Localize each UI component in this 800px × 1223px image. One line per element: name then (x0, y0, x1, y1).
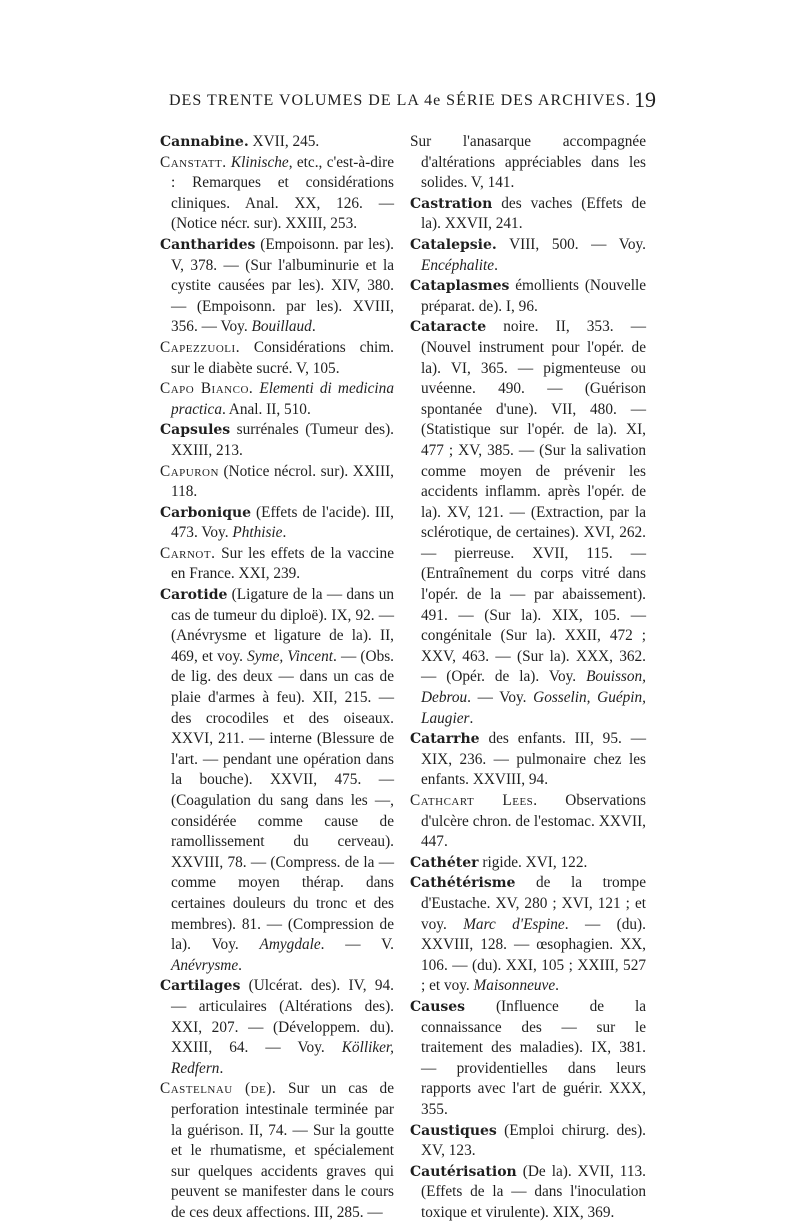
entry-headword: Capsules (160, 422, 231, 439)
index-entry (410, 317, 646, 729)
entry-headword: Canstatt. (160, 153, 227, 171)
index-entry (410, 1121, 646, 1162)
index-entry (160, 379, 394, 420)
index-entry (410, 873, 646, 997)
entry-text: surrénales (Tumeur des). XXIII, 213. (171, 421, 394, 459)
index-entry (160, 338, 394, 379)
entry-headword: Cathcart Lees. (410, 792, 538, 809)
entry-headword: Catarrhe (410, 731, 480, 748)
index-entry (160, 420, 394, 461)
index-entry (160, 1079, 394, 1223)
entry-text: (Influence de la connaissance des — sur le traitement des maladies). IX, 381. — providentielles dans leurs rapports avec l'art de guérir. XXX, 355. (421, 997, 646, 1118)
index-entry (160, 235, 394, 338)
index-entry (160, 462, 394, 503)
index-column-left (160, 132, 394, 1223)
entry-text: . Anal. II, 510. (221, 400, 311, 418)
entry-text: Observations d'ulcère chron. de l'estomac. XXVII, 447. (421, 792, 646, 851)
index-entry (410, 853, 646, 874)
entry-reference-name: Marc d'Espine (463, 915, 565, 933)
entry-text: (Ligature de la — dans un cas de tumeur du diploë). IX, 92. — (Anévrysme et ligature de la). II, 469, et voy. (171, 586, 394, 665)
entry-text: (Effets de l'acide). III, 473. Voy. (171, 503, 394, 542)
index-entry (160, 585, 394, 976)
entry-reference-name: Anévrysme (171, 956, 239, 974)
index-entry (160, 153, 394, 235)
entry-text: des enfants. III, 95. — XIX, 236. — pulmonaire chez les enfants. XXVIII, 94. (421, 730, 646, 789)
entry-headword: Capuron (160, 462, 219, 480)
entry-text: , etc., c'est-à-dire : Remarques et considérations cliniques. Anal. XX, 126. — (Notice nécr. sur). XXIII, 253. (171, 153, 395, 233)
index-entry (160, 132, 394, 153)
entry-text: XVII, 245. (248, 133, 320, 150)
index-entry (410, 1162, 646, 1223)
entry-text: émollients (Nouvelle préparat. de). I, 96. (421, 277, 646, 315)
entry-text: . (555, 977, 559, 995)
entry-reference-name: Amygdale (259, 936, 321, 954)
entry-text: . — (Obs. de lig. des deux — dans un cas de plaie d'armes à feu). XII, 215. — des crocodiles et des oiseaux. XXVI, 211. — interne (Blessure de l'art. — pendant une opération dans la bouche). XXVII, 475. — (Coagulation du sang dans les —, considérée comme cause de ramollissement du cerveau). XXVIII, 78. — (Compress. de la — comme moyen thérap. dans certaines douleurs du tronc et des membres). 81. — (Compression de la). Voy. (171, 647, 394, 954)
entry-headword: Cannabine. (160, 134, 249, 150)
index-entry (410, 729, 646, 791)
entry-reference-name: Syme, Vincent (247, 647, 333, 665)
entry-text: . (494, 256, 498, 274)
index-entry (160, 503, 394, 544)
entry-text: . (311, 318, 316, 336)
entry-text: . — V. (320, 936, 394, 954)
entry-reference-name: Encéphalite (421, 256, 495, 274)
entry-reference-name: Klinische (230, 153, 289, 171)
index-entry (410, 791, 646, 853)
entry-text: . (282, 524, 287, 542)
entry-headword: Capezzuoli. (160, 338, 241, 356)
index-column-right (410, 132, 646, 1223)
entry-headword: Carotide (160, 587, 228, 604)
entry-headword: Causes (410, 998, 466, 1015)
entry-headword: Capo Bianco. (160, 380, 254, 398)
index-entry (160, 544, 394, 585)
entry-text: . (219, 1059, 224, 1077)
entry-headword: Cathéter (410, 854, 479, 871)
entry-text: Sur l'anasarque accompagnée d'altérations appréciables dans les solides. V, 141. (410, 133, 646, 192)
entry-reference-name: Bouisson, Debrou (421, 668, 646, 707)
entry-reference-name: Kölliker, Redfern (171, 1039, 394, 1077)
entry-headword: Cartilages (160, 978, 241, 995)
entry-text: Sur un cas de perforation intestinale terminée par la guérison. II, 74. — Sur la goutte et le rhumatisme, et spécialement sur quelques accidents graves qui peuvent se manifester dans le cours de ces deux affections. III, 285. — (171, 1080, 394, 1221)
running-title: DES TRENTE VOLUMES DE LA 4e SÉRIE DES ARCHIVES. (169, 92, 631, 109)
entry-text: . — Voy. (467, 689, 534, 707)
entry-headword: Cantharides (160, 236, 256, 253)
entry-headword: Carbonique (160, 504, 252, 521)
entry-text: . (238, 956, 242, 974)
entry-text: (Notice nécrol. sur). XXIII, 118. (171, 462, 394, 501)
page-number: 19 (634, 87, 656, 112)
entry-headword: Castration (410, 195, 493, 212)
entry-text: Considérations chim. sur le diabète sucré. V, 105. (171, 338, 394, 377)
entry-text: des vaches (Effets de la). XXVII, 241. (421, 194, 646, 233)
entry-text: . — (du). XXVIII, 128. — œsophagien. XX, 106. — (du). XXI, 105 ; XXIII, 527 ; et voy. (421, 915, 646, 995)
entry-reference-name: Gosselin, Guépin, Laugier (421, 689, 646, 727)
entry-text: (De la). XVII, 113. (Effets de la — dans l'inoculation toxique et virulente). XIX, 369. (421, 1162, 646, 1221)
entry-text: de la trompe d'Eustache. XV, 280 ; XVI, 121 ; et voy. (421, 874, 646, 933)
entry-reference-name: Bouillaud (251, 318, 312, 336)
entry-headword: Cautérisation (410, 1163, 517, 1180)
entry-reference-name: Phthisie (232, 524, 283, 542)
entry-text: rigide. XVI, 122. (478, 853, 588, 871)
entry-text: noire. II, 353. — (Nouvel instrument pour l'opér. de la). VI, 365. — pigmenteuse ou uvéenne. 490. — (Guérison spontanée d'une). VII, 480. — (Statistique sur l'opér. de la). XI, 477 ; XV, 385. — (Sur la salivation comme moyen de prévenir les accidents inflamm. après l'opér. de la). XV, 121. — (Extraction, par la sclérotique, de certaines). XVI, 262. — pierreuse. XVII, 115. — (Entraînement du corps vitré dans l'opér. de la — par abaissement). 491. — (Sur la). XIX, 105. — congénitale (Sur la). XXII, 472 ; XXV, 463. — (Sur la). XXX, 362. — (Opér. de la). Voy. (421, 318, 646, 686)
entry-text: (Emploi chirurg. des). XV, 123. (421, 1121, 646, 1160)
entry-text: VIII, 500. — Voy. (496, 235, 646, 253)
entry-text: (Ulcérat. des). IV, 94. — articulaires (Altérations des). XXI, 207. — (Développem. du). XXIII, 64. — Voy. (171, 977, 394, 1057)
index-entry (410, 235, 646, 276)
entry-headword: Caustiques (410, 1122, 497, 1139)
index-entry (410, 276, 646, 317)
entry-reference-name: Elementi di medicina practica (171, 380, 394, 418)
entry-headword: Cataracte (410, 319, 487, 336)
entry-reference-name: Maisonneuve (473, 977, 556, 995)
entry-text: Sur les effets de la vaccine en France. XXI, 239. (171, 544, 394, 583)
entry-headword: Cataplasmes (410, 278, 510, 295)
entry-headword: Cathétérisme (410, 875, 516, 892)
index-entry (410, 132, 646, 194)
index-entry (410, 194, 646, 235)
index-entry (160, 976, 394, 1079)
entry-text: (Empoisonn. par les). V, 378. — (Sur l'albuminurie et la cystite causées par les). XIV, 380. — (Empoisonn. par les). XVIII, 356. — Voy. (171, 235, 394, 336)
entry-headword: Catalepsie. (410, 236, 497, 253)
entry-headword: Carnot. (160, 544, 216, 562)
entry-text: . (469, 709, 474, 727)
entry-headword: Castelnau (de). (160, 1080, 277, 1098)
index-entry (410, 997, 646, 1121)
